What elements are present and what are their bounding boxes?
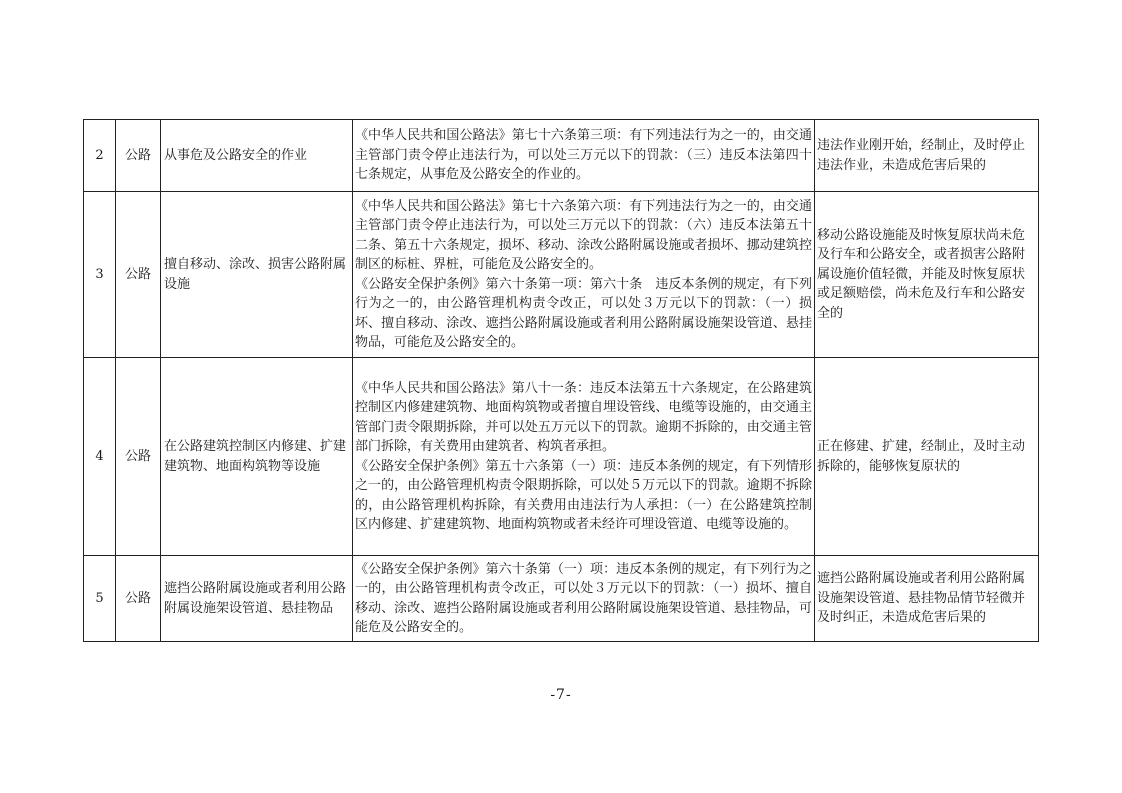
category-cell: 公路 — [116, 192, 161, 358]
row-number: 3 — [84, 192, 116, 358]
table-row — [84, 192, 1039, 358]
exemption-condition-cell: 正在修建、扩建，经制止，及时主动拆除的，能够恢复原状的 — [815, 358, 1039, 556]
legal-basis-cell — [353, 358, 815, 556]
row-number: 5 — [84, 556, 116, 642]
legal-basis-paragraph: 《中华人民共和国公路法》第八十一条：违反本法第五十六条规定，在公路建筑控制区内修建建筑物、地面构筑物或者擅自埋设管线、电缆等设施的，由交通主管部门责令限期拆除，并可以处五万元以下的罚款。逾期不拆除的，由交通主管部门拆除，有关费用由建筑者、构筑者承担。 — [355, 380, 812, 454]
table-row — [84, 358, 1039, 556]
legal-basis-paragraph: 《公路安全保护条例》第六十条第（一）项：违反本条例的规定，有下列行为之一的，由公路管理机构责令改正，可以处３万元以下的罚款：（一）损坏、擅自移动、涂改、遮挡公路附属设施或者利用公路附属设施架设管道、悬挂物品，可能危及公路安全的。 — [355, 561, 812, 635]
legal-basis-paragraph: 《公路安全保护条例》第六十条第一项：第六十条 违反本条例的规定，有下列行为之一的，由公路管理机构责令改正，可以处３万元以下的罚款：（一）损坏、擅自移动、涂改、遮挡公路附属设施或者利用公路附属设施架设管道、悬挂物品，可能危及公路安全的。 — [355, 276, 812, 350]
exemption-condition-cell: 移动公路设施能及时恢复原状尚未危及行车和公路安全，或者损害公路附属设施价值轻微，并能及时恢复原状或足额赔偿，尚未危及行车和公路安全的 — [815, 192, 1039, 358]
table-row — [84, 120, 1039, 192]
category-cell: 公路 — [116, 556, 161, 642]
violation-behavior-cell: 从事危及公路安全的作业 — [161, 120, 353, 192]
violation-behavior-cell: 擅自移动、涂改、损害公路附属设施 — [161, 192, 353, 358]
exemption-condition-cell: 遮挡公路附属设施或者利用公路附属设施架设管道、悬挂物品情节轻微并及时纠正，未造成危害后果的 — [815, 556, 1039, 642]
category-cell: 公路 — [116, 120, 161, 192]
legal-basis-cell — [353, 120, 815, 192]
legal-basis-paragraph: 《公路安全保护条例》第五十六条第（一）项：违反本条例的规定，有下列情形之一的，由公路管理机构责令限期拆除，可以处５万元以下的罚款。逾期不拆除的，由公路管理机构拆除，有关费用由违法行为人承担：（一）在公路建筑控制区内修建、扩建建筑物、地面构筑物或者未经许可埋设管道、电缆等设施的。 — [355, 458, 812, 532]
violation-behavior-cell: 在公路建筑控制区内修建、扩建建筑物、地面构筑物等设施 — [161, 358, 353, 556]
page-number: -7- — [550, 687, 572, 703]
table-row — [84, 556, 1039, 642]
legal-basis-cell — [353, 556, 815, 642]
category-cell: 公路 — [116, 358, 161, 556]
legal-basis-paragraph: 《中华人民共和国公路法》第七十六条第六项：有下列违法行为之一的，由交通主管部门责令停止违法行为，可以处三万元以下的罚款：（六）违反本法第五十二条、第五十六条规定，损坏、移动、涂改公路附属设施或者损坏、挪动建筑控制区的标桩、界桩，可能危及公路安全的。 — [355, 198, 812, 272]
legal-basis-cell — [353, 192, 815, 358]
enforcement-table — [83, 119, 1039, 642]
row-number: 4 — [84, 358, 116, 556]
legal-basis-paragraph: 《中华人民共和国公路法》第七十六条第三项：有下列违法行为之一的，由交通主管部门责令停止违法行为，可以处三万元以下的罚款：（三）违反本法第四十七条规定，从事危及公路安全的作业的。 — [355, 128, 812, 183]
exemption-condition-cell: 违法作业刚开始，经制止，及时停止违法作业，未造成危害后果的 — [815, 120, 1039, 192]
row-number: 2 — [84, 120, 116, 192]
violation-behavior-cell: 遮挡公路附属设施或者利用公路附属设施架设管道、悬挂物品 — [161, 556, 353, 642]
